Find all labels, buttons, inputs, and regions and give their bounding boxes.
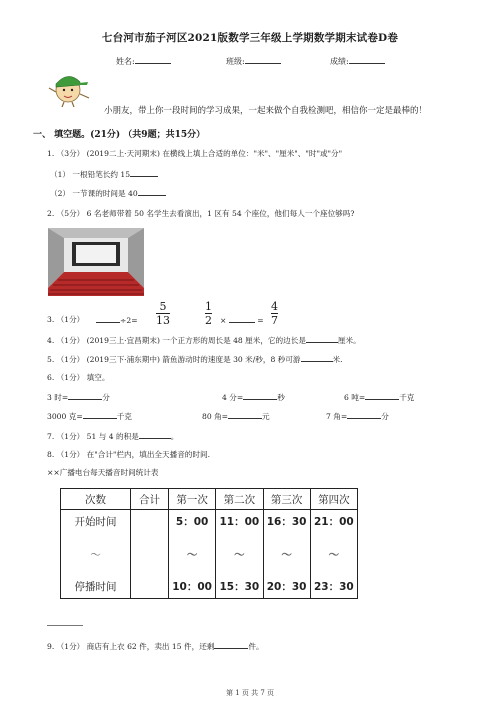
q6-row2-item1 <box>47 410 132 422</box>
fraction-1-2 <box>205 301 212 326</box>
question-4 <box>47 334 361 346</box>
fraction-denominator: 13 <box>156 314 170 327</box>
q6-unit: 分 <box>102 393 110 402</box>
session-end-time: 20：30 <box>266 581 307 593</box>
q6-unit: 千克 <box>116 412 132 421</box>
answer-blank[interactable] <box>68 391 102 400</box>
start-time-label: 开始时间 <box>74 516 117 528</box>
fraction-numerator: 5 <box>159 300 167 313</box>
table-header-row <box>61 489 358 510</box>
fraction-5-13 <box>156 301 170 326</box>
name-field <box>116 55 171 67</box>
page-title: 七台河市茄子河区2021版数学三年级上学期数学期末试卷D卷 <box>101 32 399 44</box>
score-blank <box>349 55 385 64</box>
q6-label: 7 角= <box>326 412 348 421</box>
q6-unit: 秒 <box>277 393 285 402</box>
question-4-suffix: 厘米。 <box>337 336 361 345</box>
fraction-denominator: 7 <box>271 314 278 327</box>
session-end-time: 23：30 <box>314 581 354 593</box>
divider-line <box>47 625 83 626</box>
answer-blank[interactable] <box>301 353 333 362</box>
question-3-prefix: 3. （1分） <box>47 315 85 324</box>
q6-row1-item2 <box>222 391 285 403</box>
q6-unit: 元 <box>262 412 270 421</box>
name-blank <box>135 55 171 64</box>
question-3-blank1 <box>96 314 138 325</box>
question-1-sub1 <box>50 168 158 180</box>
q6-unit: 分 <box>381 412 389 421</box>
question-7-text: 7. （1分） 51 与 4 的积是 <box>47 432 139 441</box>
class-label: 班级: <box>226 57 245 66</box>
score-field <box>330 55 385 67</box>
question-9-suffix: 件。 <box>248 642 264 651</box>
encourage-text: 小朋友，带上你一段时间的学习成果，一起来做个自我检测吧，相信你一定是最棒的！ <box>104 106 428 116</box>
header-cell-first: 第一次 <box>169 489 216 510</box>
q6-label: 3000 克= <box>47 412 83 421</box>
header-cell-total: 合计 <box>131 489 169 510</box>
answer-blank[interactable] <box>347 410 381 419</box>
question-1-sub2 <box>50 187 166 199</box>
question-3-mul-op: × <box>220 316 227 325</box>
session-start-time: 5：00 <box>175 516 209 528</box>
class-blank <box>245 55 281 64</box>
session-start-time: 16：30 <box>266 516 307 528</box>
tilde-mark: ～ <box>328 548 340 561</box>
q6-row1-item3 <box>344 391 414 403</box>
class-field <box>226 55 281 67</box>
header-cell-third: 第三次 <box>263 489 310 510</box>
question-9-text: 9. （1分） 商店有上衣 62 件，卖出 15 件，还剩 <box>47 642 215 651</box>
question-5-text: 5. （1分） (2019三下·浦东期中) 箭鱼游动时的速度是 30 米/秒，8 秒可游 <box>47 355 301 364</box>
page-footer: 第 1 页 共 7 页 <box>225 689 275 697</box>
question-8-stem: 8. （1分） 在"合计"栏内，填出全天播音的时间. <box>47 450 210 459</box>
answer-blank[interactable] <box>365 391 399 400</box>
question-6-stem: 6. （1分） 填空。 <box>47 373 110 382</box>
session-start-time: 21：00 <box>314 516 354 528</box>
answer-blank[interactable] <box>306 334 338 343</box>
theater-illustration <box>48 228 144 296</box>
q6-label: 80 角= <box>202 412 229 421</box>
question-2-stem: 2. （5分） 6 名老师带着 50 名学生去看演出，1 区有 54 个座位，他们每人一个座位够吗? <box>47 209 355 218</box>
answer-blank[interactable] <box>83 410 117 419</box>
question-3-div-op: ÷2= <box>120 316 138 325</box>
fraction-denominator: 2 <box>205 314 212 327</box>
table-time-row <box>61 510 358 599</box>
tilde-mark: ～ <box>186 548 198 561</box>
session-start-time: 11：00 <box>219 516 260 528</box>
answer-blank[interactable] <box>139 430 171 439</box>
session-3-cell <box>263 510 310 599</box>
question-7 <box>47 430 178 442</box>
question-3-mul <box>220 314 264 325</box>
q6-label: 6 吨= <box>344 393 366 402</box>
answer-blank[interactable] <box>229 314 255 323</box>
answer-blank[interactable] <box>138 187 166 196</box>
q6-row2-item2 <box>202 410 270 422</box>
question-7-suffix: 。 <box>170 432 179 441</box>
table-title: ××广播电台每天播音时间统计表 <box>47 468 159 477</box>
q6-label: 3 时= <box>47 393 69 402</box>
name-label: 姓名: <box>116 57 135 66</box>
q6-unit: 千克 <box>399 393 415 402</box>
fraction-numerator: 1 <box>205 300 212 313</box>
question-5 <box>47 353 343 365</box>
q6-row1-item1 <box>47 391 110 403</box>
section-heading: 一、 填空题。(21分) （共9题；共15分） <box>33 130 206 140</box>
question-5-suffix: 米. <box>332 355 343 364</box>
tilde-mark: ～ <box>281 548 292 561</box>
tilde-mark: ～ <box>90 548 101 561</box>
tilde-mark: ～ <box>234 548 245 561</box>
question-9 <box>47 640 264 652</box>
header-cell-second: 第二次 <box>216 489 263 510</box>
header-cell-count: 次数 <box>61 489 131 510</box>
session-4-cell <box>310 510 357 599</box>
answer-blank[interactable] <box>214 640 248 649</box>
session-end-time: 10：00 <box>172 581 212 593</box>
q6-label: 4 分= <box>222 393 244 402</box>
broadcast-schedule-table <box>60 488 358 599</box>
question-4-text: 4. （1分） (2019三上·宜昌期末) 一个正方形的周长是 48 厘米，它的边长是 <box>47 336 306 345</box>
fraction-4-7 <box>271 301 278 326</box>
session-end-time: 15：30 <box>219 581 260 593</box>
header-cell-fourth: 第四次 <box>310 489 357 510</box>
total-answer-cell[interactable] <box>131 510 169 599</box>
session-2-cell <box>216 510 263 599</box>
question-1-stem: 1. （3分） (2019二上·天河期末) 在横线上填上合适的单位："米"、"厘米"、"时"或"分" <box>47 149 343 158</box>
question-1-sub1-text: （1） 一根铅笔长约 15 <box>50 170 131 179</box>
answer-blank[interactable] <box>96 314 120 323</box>
fraction-numerator: 4 <box>271 300 278 313</box>
mascot-illustration <box>46 68 94 108</box>
session-1-cell <box>169 510 216 599</box>
answer-blank[interactable] <box>228 410 262 419</box>
score-label: 成绩: <box>330 57 349 66</box>
answer-blank[interactable] <box>130 168 158 177</box>
answer-blank[interactable] <box>243 391 277 400</box>
row-label-cell <box>61 510 131 599</box>
question-3-eq-op: = <box>257 316 264 325</box>
q6-row2-item3 <box>326 410 389 422</box>
end-time-label: 停播时间 <box>74 581 117 593</box>
question-1-sub2-text: （2） 一节课的时间是 40 <box>50 189 138 198</box>
